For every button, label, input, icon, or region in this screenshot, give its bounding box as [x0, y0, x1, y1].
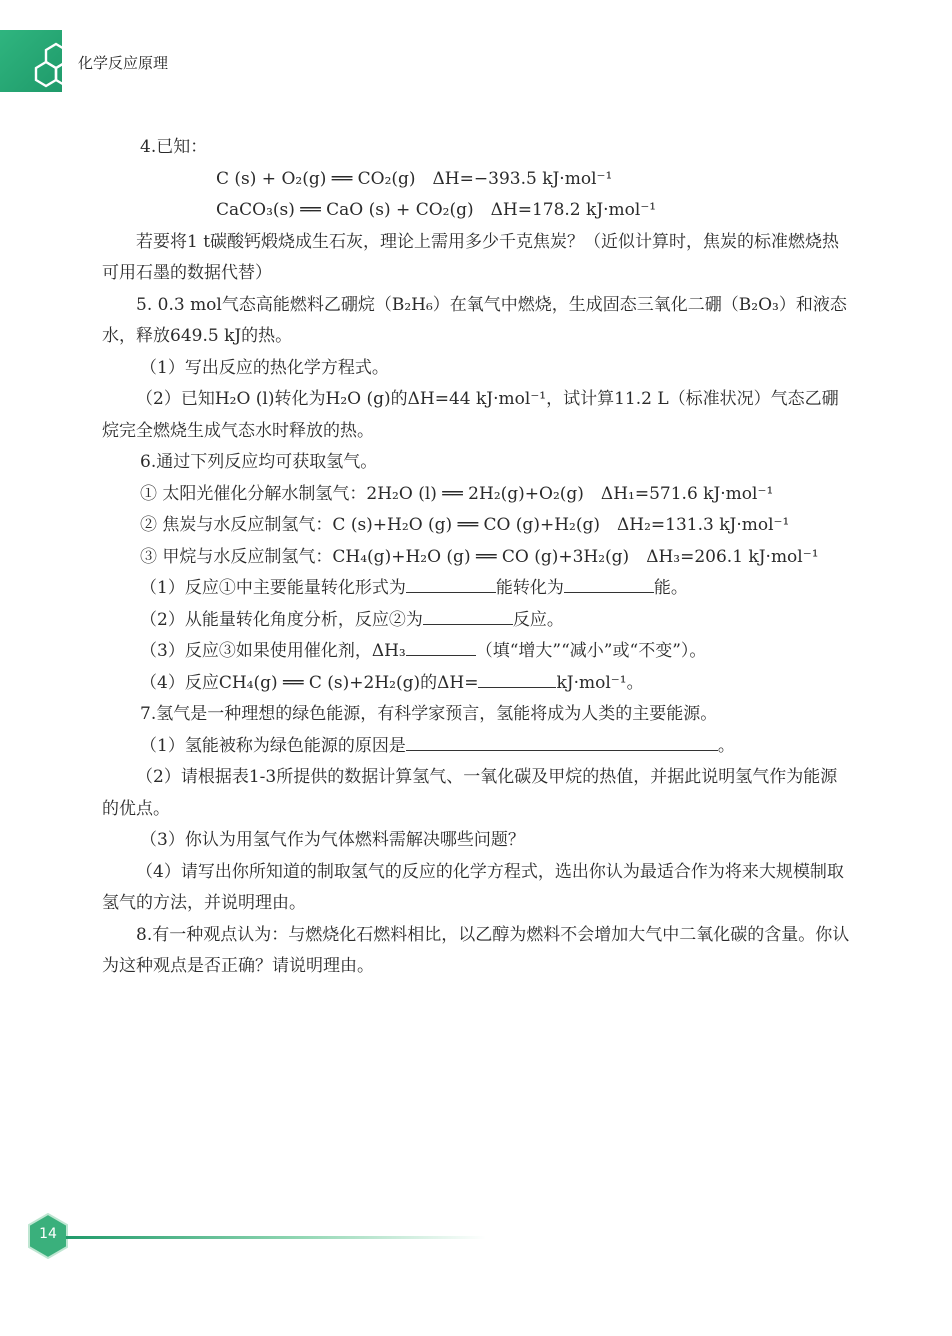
- q5-part-1: （1）写出反应的热化学方程式。: [140, 357, 389, 378]
- q6-part-1: [102, 573, 854, 605]
- answer-blank[interactable]: [406, 732, 718, 751]
- q7-part-1: [102, 731, 854, 763]
- q6-reaction-1: ① 太阳光催化分解水制氢气：2H₂O (l) ══ 2H₂(g)+O₂(g) ΔH₁=571.6 kJ·mol⁻¹: [140, 483, 774, 504]
- q6-part-1-text-b: 能转化为: [495, 578, 564, 598]
- q6-part-3-text-a: （3）反应③如果使用催化剂，ΔH₃: [140, 641, 406, 661]
- q6-part-4-text-a: （4）反应CH₄(g) ══ C (s)+2H₂(g)的ΔH=: [140, 672, 479, 693]
- q7-intro: 7.氢气是一种理想的绿色能源，有科学家预言，氢能将成为人类的主要能源。: [140, 704, 718, 724]
- q4-equation-1: C (s) + O₂(g) ══ CO₂(g) ΔH=−393.5 kJ·mol⁻¹: [216, 168, 613, 189]
- exercise-content: [102, 132, 854, 983]
- q5-part-2: （2）已知H₂O (l)转化为H₂O (g)的ΔH=44 kJ·mol⁻¹，试计算11.2 L（标准状况）气态乙硼烷完全燃烧生成气态水时释放的热。: [102, 389, 839, 441]
- q6-part-3-text-b: （填“增大”“减小”或“不变”）。: [475, 641, 707, 661]
- q4-equation-2: CaCO₃(s) ══ CaO (s) + CO₂(g) ΔH=178.2 kJ·mol⁻¹: [216, 200, 657, 220]
- q7-part-1-text-a: （1）氢能被称为绿色能源的原因是: [140, 735, 406, 756]
- answer-blank[interactable]: [406, 637, 476, 656]
- q6-reaction-3: ③ 甲烷与水反应制氢气：CH₄(g)+H₂O (g) ══ CO (g)+3H₂(g) ΔH₃=206.1 kJ·mol⁻¹: [140, 546, 819, 567]
- hexagon-molecule-icon: [28, 40, 84, 96]
- q8-question: 8.有一种观点认为：与燃烧化石燃料相比，以乙醇为燃料不会增加大气中二氧化碳的含量。你认为这种观点是否正确？请说明理由。: [102, 924, 850, 976]
- q6-reaction-2: ② 焦炭与水反应制氢气：C (s)+H₂O (g) ══ CO (g)+H₂(g) ΔH₂=131.3 kJ·mol⁻¹: [140, 515, 790, 535]
- q7-part-3: （3）你认为用氢气作为气体燃料需解决哪些问题？: [140, 830, 525, 850]
- q7-part-4: （4）请写出你所知道的制取氢气的反应的化学方程式，选出你认为最适合作为将来大规模制取氢气的方法，并说明理由。: [102, 861, 844, 913]
- q4-intro: 4.已知：: [140, 137, 208, 157]
- answer-blank[interactable]: [406, 574, 496, 593]
- answer-blank[interactable]: [478, 669, 556, 688]
- q6-part-2: [102, 605, 854, 637]
- answer-blank[interactable]: [423, 606, 513, 625]
- page-number: 14: [39, 1226, 57, 1242]
- q6-part-3: [102, 636, 854, 668]
- q5-intro: 5. 0.3 mol气态高能燃料乙硼烷（B₂H₆）在氧气中燃烧，生成固态三氧化二硼（B₂O₃）和液态水，释放649.5 kJ的热。: [102, 294, 847, 346]
- q6-intro: 6.通过下列反应均可获取氢气。: [140, 452, 378, 472]
- q6-part-4: [102, 668, 854, 700]
- q4-question: 若要将1 t碳酸钙煅烧成生石灰，理论上需用多少千克焦炭？（近似计算时，焦炭的标准燃烧热可用石墨的数据代替）: [102, 231, 840, 283]
- q7-part-1-text-b: 。: [717, 735, 735, 756]
- q6-part-1-text-a: （1）反应①中主要能量转化形式为: [140, 578, 406, 598]
- footer-rule: [66, 1236, 486, 1239]
- q6-part-2-text-a: （2）从能量转化角度分析，反应②为: [140, 609, 423, 630]
- answer-blank[interactable]: [564, 574, 654, 593]
- book-title: 化学反应原理: [78, 54, 169, 72]
- q6-part-2-text-b: 反应。: [512, 609, 564, 630]
- q6-part-4-text-b: kJ·mol⁻¹。: [556, 672, 644, 693]
- q7-part-2: （2）请根据表1-3所提供的数据计算氢气、一氧化碳及甲烷的热值，并据此说明氢气作为能源的优点。: [102, 767, 838, 819]
- q6-part-1-text-c: 能。: [653, 578, 688, 598]
